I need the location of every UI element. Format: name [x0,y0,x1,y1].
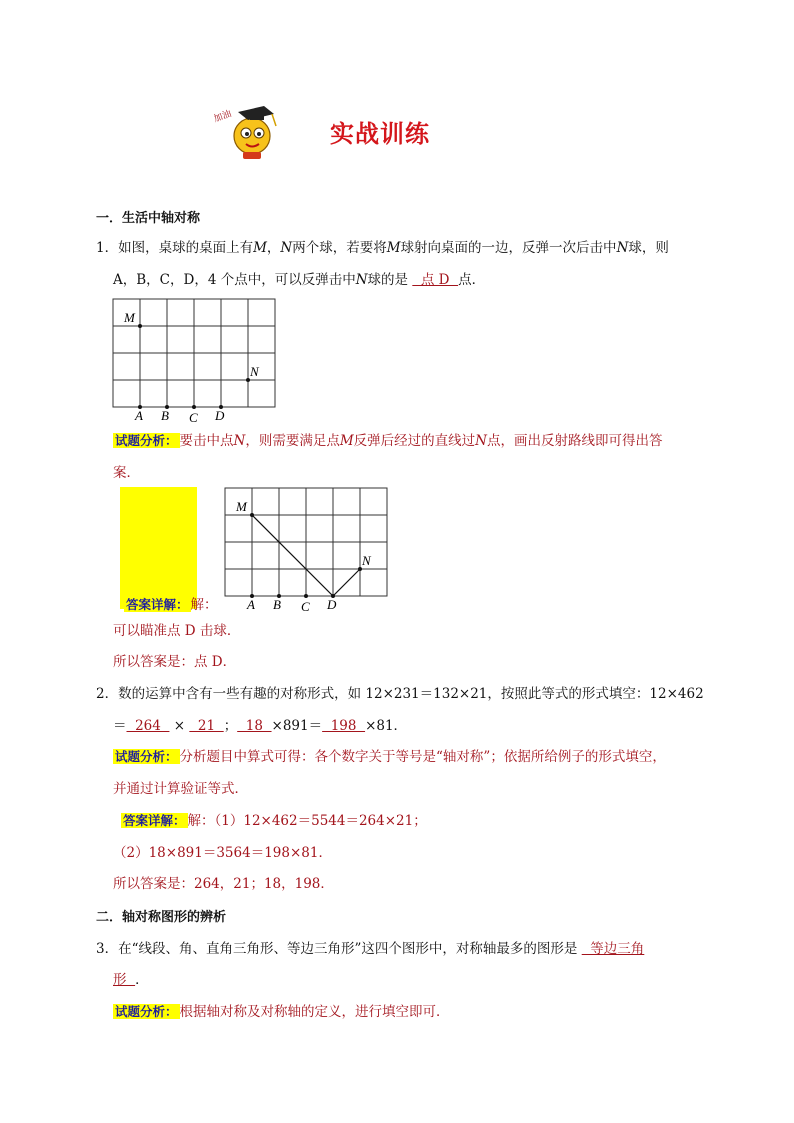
detail-tag: 答案详解： [123,813,186,828]
q3-text: 在“线段、角、直角三角形、等边三角形”这四个图形中，对称轴最多的图形是 [118,941,578,957]
q3-answer: 等边三角 [581,941,645,957]
q1-n: N [233,433,246,449]
label-N: N [362,553,371,568]
grid-1-svg [110,296,290,426]
label-M: M [236,499,247,514]
q3-number: 3． [96,941,119,957]
q2-blank-3: 18 [237,718,272,734]
grid-2-svg [222,485,402,615]
label-B: B [273,597,281,612]
page-title: 实战训练 [330,120,430,148]
q2-analysis [113,747,666,767]
q3-analysis-text: 根据轴对称及对称轴的定义，进行填空即可． [179,1004,450,1020]
mascot-icon [214,100,284,162]
detail-tag: 答案详解： [126,597,189,612]
q1-detail [124,595,218,615]
q1-text: 球的是 [367,272,409,288]
q3-analysis [113,1002,450,1022]
q2-number: 2． [96,686,119,702]
q1-detail-line3: 所以答案是：点 D． [113,654,237,670]
analysis-tag: 试题分析： [115,433,178,448]
q2-analysis-cont: 并通过计算验证等式． [113,781,248,797]
reflection-grid-figure [222,485,402,619]
label-C: C [189,410,198,425]
q1-m: M [339,433,354,449]
q1-text: 球，则 [628,240,669,256]
q2-text: 数的运算中含有一些有趣的对称形式，如 12×231＝132×21，按照此等式的形式填空：12×462 [118,686,704,702]
q1-analysis-text: 要击中点 [179,433,234,449]
label-D: D [327,597,337,612]
label-N: N [250,364,259,379]
q1-text: 球射向桌面的一边，反弹一次后击中 [400,240,617,256]
q3-answer-cont: 形 [113,972,136,988]
label-A: A [247,597,255,612]
q1-line2 [113,270,485,290]
q2-blank-2: 21 [189,718,224,734]
label-B: B [161,408,169,423]
q3-line2 [113,970,149,990]
label-D: D [215,408,225,423]
q1-m: M [386,240,401,256]
q1-n: N [355,272,368,288]
q2-detail [121,811,427,831]
q1-analysis-cont: 案． [113,465,140,481]
label-C: C [301,599,310,614]
analysis-tag: 试题分析： [115,1004,178,1019]
svg-text:加油: 加油 [214,108,233,124]
q1-detail-line2: 可以瞄准点 D 击球． [113,623,241,639]
q3-end: ． [135,972,149,988]
q2-detail-line3: 所以答案是：264，21；18，198． [113,876,334,892]
q1-analysis-text: 点，画出反射路线即可得出答 [486,433,663,449]
section-heading-1: 一．生活中轴对称 [96,211,201,226]
q1-text: 如图，桌球的桌面上有 [118,240,254,256]
q1-text: 两个球，若要将 [292,240,387,256]
label-M: M [124,310,135,325]
q1-analysis-text: 反弹后经过的直线过 [353,433,476,449]
q1-text: 点． [458,272,486,288]
q1-n: N [475,433,487,449]
q1-detail-text: 解： [190,597,218,613]
q1-m: M [253,240,267,256]
highlight-block [120,487,197,609]
q2-times: ×891＝ [271,718,323,734]
q1-number: 1． [96,240,119,256]
q2-eq: ＝ [113,718,127,734]
graduate-mascot-icon [214,100,284,162]
q1-text: A，B，C，D，4 个点中，可以反弹击中 [113,272,356,288]
analysis-tag: 试题分析： [115,749,178,764]
q1-n: N [280,240,293,256]
label-A: A [135,408,143,423]
billiard-grid-figure [110,296,290,430]
q1-answer: 点 D [412,272,459,288]
q1-sep: ， [266,240,281,256]
q2-blank-4: 198 [322,718,366,734]
q2-semi: ； [223,718,238,734]
q3-line1 [96,939,644,959]
q1-n: N [616,240,629,256]
q2-line1 [96,684,704,704]
q1-analysis-text: ，则需要满足点 [245,433,340,449]
q2-detail-line2: （2）18×891＝3564＝198×81． [113,845,332,861]
q2-times: × [169,718,190,734]
q2-blank-1: 264 [126,718,170,734]
q1-line1 [96,238,669,258]
section-heading-2: 二．轴对称图形的辨析 [96,910,227,925]
q2-line2 [113,716,407,736]
q2-detail-text: 解：（1）12×462＝5544＝264×21； [187,813,427,829]
q2-tail: ×81． [365,718,408,734]
q2-analysis-text: 分析题目中算式可得：各个数字关于等号是“轴对称”；依据所给例子的形式填空， [179,749,666,765]
q1-analysis [113,431,662,451]
